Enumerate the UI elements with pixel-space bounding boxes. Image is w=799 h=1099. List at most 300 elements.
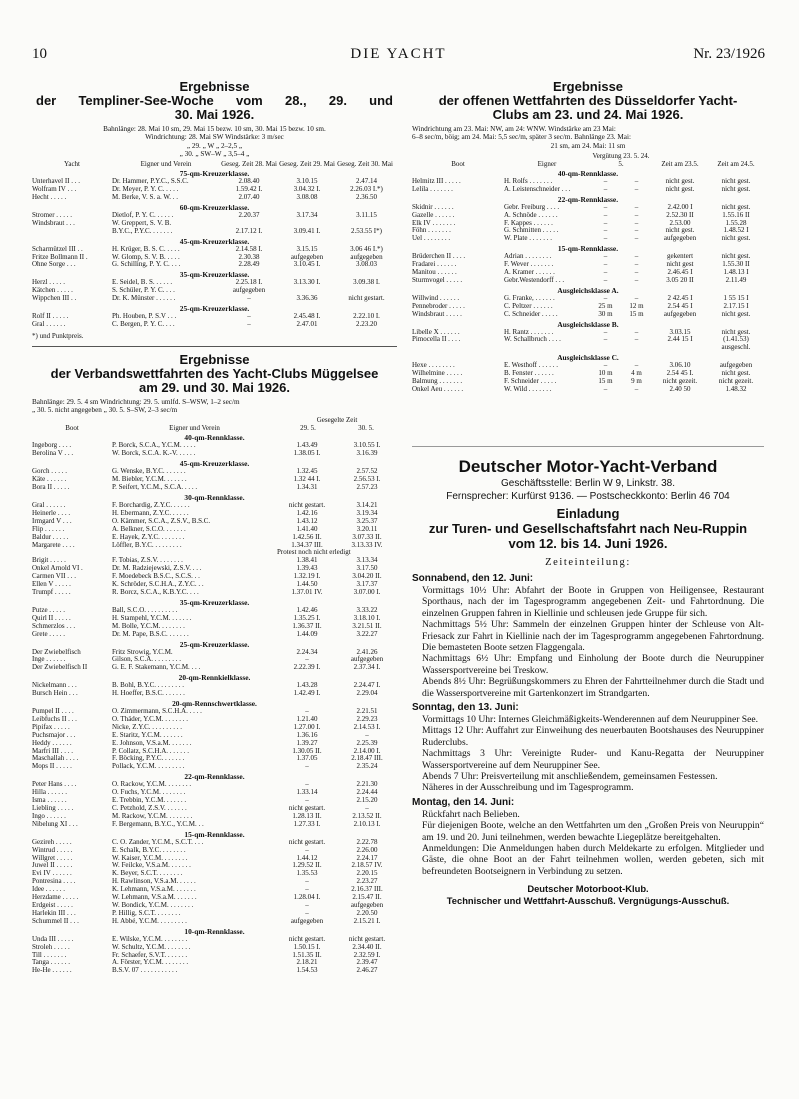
class-heading: 35-qm-Kreuzerklasse. bbox=[179, 597, 250, 607]
table-cell: Mops II . . . . . bbox=[32, 762, 72, 771]
table-cell: aufgegeben bbox=[232, 286, 266, 295]
table-row bbox=[32, 623, 397, 631]
table-cell: 3.07.00 I. bbox=[353, 587, 381, 596]
table-cell: 2.24.34 bbox=[296, 647, 318, 656]
mueggelsee-param: „ 30. 5. nicht angegeben „ 30. 5. S–SW, 2–3 sec/m bbox=[32, 406, 178, 415]
table-cell: 1.43.28 bbox=[296, 681, 318, 690]
col-28: Geseg. Zeit 28. Mai bbox=[221, 160, 277, 169]
table-cell: – bbox=[634, 226, 639, 235]
table-cell: Heddy . . . . . . bbox=[32, 738, 72, 747]
table-cell: C. Peltzer . . . . . . bbox=[504, 301, 553, 310]
table-cell: 2.35.24 bbox=[356, 762, 378, 771]
table-cell: 2.22.10 I. bbox=[353, 312, 380, 321]
table-row bbox=[32, 649, 397, 657]
table-cell: 3.13.30 I. bbox=[293, 278, 321, 287]
table-row bbox=[32, 862, 397, 870]
table-cell: Ball, S.C.O. . . . . . . . . . bbox=[112, 605, 178, 614]
duesseldorf-params bbox=[412, 125, 764, 150]
table-cell: – bbox=[603, 184, 608, 193]
table-cell: – bbox=[634, 260, 639, 269]
table-row bbox=[32, 631, 397, 639]
table-row bbox=[32, 573, 397, 581]
table-row bbox=[32, 565, 397, 573]
table-cell: 2.30.38 bbox=[238, 252, 260, 261]
table-row bbox=[412, 227, 764, 235]
table-cell: 2.15.47 II. bbox=[352, 893, 382, 902]
table-cell: Trumpf . . . . . bbox=[32, 587, 71, 596]
table-cell: G. Wenske, B.Y.C. . . . . . . bbox=[112, 467, 186, 476]
table-cell: O. Thäder, Y.C.M. . . . . . . . bbox=[112, 714, 189, 723]
class-heading: 45-qm-Kreuzerklasse. bbox=[179, 459, 250, 469]
mueggelsee-title-2: der Verbandswettfahrten des Yacht-Clubs Müggelsee bbox=[50, 365, 379, 381]
table-cell: Hilla . . . . . . bbox=[32, 788, 67, 797]
table-cell: A. Kramer . . . . . . bbox=[504, 268, 555, 277]
table-cell: 2.56.53 I. bbox=[353, 475, 381, 484]
table-cell: Irmgard V . . . bbox=[32, 516, 72, 525]
class-heading: 25-qm-Kreuzerklasse. bbox=[179, 639, 250, 649]
table-cell: 15 m bbox=[598, 377, 613, 386]
table-cell: 1.36.37 II. bbox=[292, 621, 322, 630]
table-cell: – bbox=[247, 319, 251, 328]
table-cell: 1.39.43 bbox=[296, 564, 318, 573]
table-row bbox=[32, 468, 397, 476]
table-cell: Pontresina . . . . bbox=[32, 877, 76, 886]
table-cell: 2.24.17 bbox=[356, 853, 378, 862]
table-cell: Protest noch nicht erledigt bbox=[277, 548, 351, 557]
schedule-item: Nachmittags 5½ Uhr: Sammeln der einzelnen Gruppen hinter der Schleuse von Alt-Friesack zur Fahrt in Kiellinie nach der im Tagesprogramm angegebenen Fahrtordnung. Die bemasteten Boote setzen Flaggengala. bbox=[422, 619, 764, 653]
table-cell: 2.20.50 bbox=[356, 908, 378, 917]
class-heading: Ausgleichsklasse C. bbox=[557, 353, 619, 363]
table-cell: Margarete . . . . bbox=[32, 540, 75, 549]
table-cell: Gral . . . . . . bbox=[32, 319, 66, 328]
table-cell: 2.53.55 I*) bbox=[351, 226, 382, 235]
table-row bbox=[32, 847, 397, 855]
col-23: Zeit am 23.5. bbox=[661, 159, 699, 168]
col-sailed-time bbox=[277, 416, 397, 432]
table-cell: 1.27.33 I. bbox=[293, 819, 321, 828]
table-cell: aufgegeben bbox=[290, 916, 324, 925]
table-row bbox=[32, 607, 397, 615]
table-cell: F. Böcking, P.Y.C. . . . . . . bbox=[112, 754, 185, 763]
table-cell: nicht gest. bbox=[721, 327, 751, 336]
table-cell: – bbox=[634, 327, 639, 336]
table-cell: aufgegeben bbox=[663, 309, 697, 318]
table-cell: 2.11.49 bbox=[725, 275, 747, 284]
table-cell: Carmen VII . . . bbox=[32, 572, 76, 581]
table-cell: Heinerle . . . . bbox=[32, 508, 71, 517]
templin-footnote: *) und Punktpreis. bbox=[32, 331, 84, 340]
schedule-item: Für diejenigen Boote, welche an den Wettfahrten um den „Großen Preis von Neuruppin“ am 19. und 20. Juni teilnehmen, werden bewachte Liegeplätze bereitgehalten. bbox=[422, 820, 764, 843]
table-cell: 3.08.03 bbox=[356, 260, 377, 269]
mueggelsee-title-3: am 29. und 30. Mai 1926. bbox=[138, 379, 291, 395]
table-cell: 3.04.20 II. bbox=[352, 572, 382, 581]
table-cell: – bbox=[634, 361, 639, 370]
table-cell: 1.35.53 bbox=[296, 869, 318, 878]
table-cell: – bbox=[603, 327, 608, 336]
table-cell: E. Trebbin, Y.C.M. . . . . . . bbox=[112, 796, 187, 805]
table-cell: 3.11.15 bbox=[356, 210, 377, 219]
table-cell: nicht gest. bbox=[721, 202, 751, 211]
table-cell: C. Bergen, P. Y. C. . . . bbox=[112, 319, 175, 328]
table-cell: – bbox=[247, 294, 251, 303]
table-cell: Unterhavel II . . . bbox=[32, 177, 81, 186]
class-heading: Ausgleichsklasse A. bbox=[557, 285, 619, 295]
class-heading: 40-qm-Rennklasse. bbox=[184, 433, 245, 443]
table-cell: nicht gest. bbox=[665, 176, 695, 185]
table-cell: Herzdame . . . . . bbox=[32, 893, 79, 902]
table-row bbox=[32, 821, 397, 829]
table-cell: 3.18.10 I. bbox=[353, 613, 381, 622]
table-cell: Bora II . . . . . bbox=[32, 483, 70, 492]
table-cell: B.S.V. 07 . . . . . . . . . . . bbox=[112, 966, 178, 975]
table-cell: Gebr.Westendorff . . . bbox=[504, 275, 565, 284]
table-cell: 25 m bbox=[598, 301, 613, 310]
table-row bbox=[32, 510, 397, 518]
table-cell: 2.52.30 II bbox=[666, 210, 694, 219]
table-cell: 2.47.01 bbox=[296, 319, 318, 328]
table-cell: Dr. Hammer, P.Y.C., S.S.C. bbox=[112, 177, 189, 186]
table-cell: 3.08.08 bbox=[296, 193, 318, 201]
table-row bbox=[32, 902, 397, 910]
table-cell: Baldur . . . . . bbox=[32, 532, 69, 541]
table-cell: Nickelmann . . . bbox=[32, 681, 77, 690]
table-cell: B. Fenster . . . . . . bbox=[504, 369, 554, 378]
mueggelsee-title-1: Ergebnisse bbox=[179, 351, 250, 367]
table-cell: 3.03.15 bbox=[669, 327, 691, 336]
table-cell: 1.39.27 bbox=[296, 738, 318, 747]
table-cell: 12 m bbox=[629, 301, 644, 310]
table-cell: Juwel II . . . . . bbox=[32, 861, 73, 870]
table-cell: 2.13.52 II. bbox=[352, 811, 382, 820]
table-cell: Ingo . . . . . . bbox=[32, 811, 66, 820]
table-cell bbox=[412, 344, 504, 352]
table-cell: Onkel Arnold VI . bbox=[32, 564, 83, 573]
table-cell: – bbox=[603, 210, 608, 219]
table-cell: Der Zwiebelfisch II bbox=[32, 663, 88, 672]
table-cell: Pollack, Y.C.M. . . . . . . . . bbox=[112, 762, 185, 771]
table-cell: Puchsmajor . . . bbox=[32, 730, 76, 739]
table-cell: 2.07.40 bbox=[238, 193, 260, 201]
table-row bbox=[32, 763, 397, 771]
table-cell: Sturmvogel . . . . . bbox=[412, 275, 463, 284]
table-cell: 3.19.34 bbox=[356, 508, 378, 517]
table-row bbox=[32, 518, 397, 526]
table-cell: aufgegeben bbox=[663, 234, 697, 243]
table-cell: Erdgeist . . . . . bbox=[32, 900, 73, 909]
col-owner: Eigner und Verein bbox=[169, 424, 220, 433]
table-cell: 1.37.01 IV. bbox=[291, 587, 323, 596]
table-cell: Willwind . . . . . . bbox=[412, 293, 460, 302]
col-boat: Boot bbox=[65, 424, 79, 433]
table-cell: 3.14.21 bbox=[356, 501, 378, 509]
table-cell bbox=[32, 228, 112, 236]
class-heading: 15-qm-Rennklasse. bbox=[184, 829, 245, 839]
page-number: 10 bbox=[32, 46, 47, 62]
table-cell: Käte . . . . . . bbox=[32, 475, 67, 484]
table-cell: C. Schneider . . . . . bbox=[504, 309, 558, 318]
templin-title-2: der Templiner-See-Woche vom 28., 29. und bbox=[36, 93, 393, 108]
duesseldorf-table bbox=[412, 169, 764, 394]
table-cell: Quirl II . . . . . bbox=[32, 613, 71, 622]
table-cell: H. Rolfs . . . . . . . bbox=[504, 176, 553, 185]
table-row bbox=[32, 894, 397, 902]
table-cell: 2.26.03 I.*) bbox=[350, 185, 383, 194]
table-row bbox=[412, 269, 764, 277]
table-cell: – bbox=[634, 176, 639, 185]
table-cell: Stromer . . . . . bbox=[32, 210, 73, 219]
table-cell: Helmitz III . . . . . bbox=[412, 176, 461, 185]
table-row bbox=[412, 370, 764, 378]
table-cell: – bbox=[603, 218, 608, 227]
table-cell: A. Schnöde . . . . . . bbox=[504, 210, 558, 219]
table-cell: – bbox=[603, 268, 608, 277]
table-cell: Wippchen III . . bbox=[32, 294, 77, 303]
table-cell: Grete . . . . . bbox=[32, 629, 66, 638]
schedule-item: Näheres in der Ausschreibung und im Tagesprogramm. bbox=[422, 782, 634, 794]
table-cell: H. Rantz . . . . . . . bbox=[504, 327, 554, 336]
table-row bbox=[32, 321, 397, 329]
table-row bbox=[32, 944, 397, 952]
table-cell: (1.41.53) bbox=[723, 335, 749, 344]
table-cell: Marfri III . . . . bbox=[32, 746, 74, 755]
table-cell: W. Greppert, S. V. B. bbox=[112, 218, 172, 227]
table-row bbox=[32, 502, 397, 510]
templin-param: „ 30. „ SW–W „ 3,5–4 „ bbox=[179, 149, 250, 158]
table-cell: B. Bohl, B.Y.C. . . . . . . . . bbox=[112, 681, 185, 690]
table-cell: 1.34.37 III. bbox=[291, 540, 323, 549]
table-cell: Berolina V . . . bbox=[32, 449, 74, 458]
table-cell: 1.37.05 bbox=[296, 754, 318, 763]
schedule-item: Vormittags 10½ Uhr: Abfahrt der Boote in Gruppen von Heiligensee, Restaurant Sporthaus, nach der im Tagesprogramm angegebenen Zeit- und Fahrtordnung. Die einzelnen Gruppen fahren in Kiellinie und schleusen jede Gruppe für sich. bbox=[422, 584, 764, 619]
table-cell: A. Belkner, S.C.O. . . . . . . bbox=[112, 524, 186, 533]
table-cell: aufgegeben bbox=[719, 361, 753, 370]
table-cell: 2.18.21 bbox=[296, 958, 318, 967]
table-cell: 2.14.58 I. bbox=[235, 244, 263, 253]
templin-param: Windrichtung: 28. Mai SW Windstärke: 3 m/sec bbox=[145, 133, 284, 142]
table-row bbox=[32, 228, 397, 236]
table-cell: – bbox=[603, 293, 608, 302]
table-cell: nicht gezeit. bbox=[662, 377, 698, 386]
table-cell: 2.45.48 I. bbox=[293, 312, 321, 321]
table-cell: – bbox=[603, 202, 608, 211]
table-row bbox=[32, 261, 397, 269]
table-cell: O. Kämmer, S.C.A., Z.S.V., B.S.C. bbox=[112, 516, 211, 525]
schedule-day: Sonnabend, den 12. Juni: bbox=[412, 572, 534, 584]
table-row bbox=[412, 344, 764, 352]
table-cell: 2.41.26 bbox=[356, 647, 378, 656]
table-row bbox=[32, 526, 397, 534]
table-cell: E. Staritz, Y.C.M. . . . . . . bbox=[112, 730, 183, 739]
table-cell: – bbox=[305, 900, 309, 909]
table-row bbox=[412, 235, 764, 243]
table-cell: Schmerzlos . . . bbox=[32, 621, 76, 630]
table-cell: aufgegeben bbox=[350, 252, 383, 261]
table-cell: nicht gest. bbox=[721, 252, 751, 261]
table-cell: Ohne Sorge . . . bbox=[32, 260, 76, 269]
table-cell: 9 m bbox=[631, 377, 642, 386]
table-cell: E. Schalk, B.Y.C. . . . . . . . bbox=[112, 845, 186, 854]
table-cell: 1.50.15 I. bbox=[293, 942, 321, 951]
table-cell: Der Zwiebelfisch bbox=[32, 647, 81, 656]
table-cell: H. Ebermann, Z.Y.C. . . . . . bbox=[112, 508, 189, 517]
table-cell: Dr. M. Radziejewski, Z.S.V. . . . bbox=[112, 564, 202, 573]
templin-title-1: Ergebnisse bbox=[179, 79, 250, 94]
table-cell: 3.09.38 I. bbox=[353, 278, 380, 287]
table-cell: Schummel II . . . bbox=[32, 916, 79, 925]
schedule-item: Nachmittags 3 Uhr: Vereinigte Ruder- und Kanu-Regatta der Neuruppiner Wassersportvereine auf dem Neuruppiner See. bbox=[422, 748, 764, 771]
table-cell: W. Borck, S.C.A. K.-V. . . . . . bbox=[112, 449, 196, 458]
table-row bbox=[32, 664, 397, 672]
table-cell: Nibelung XI . . . bbox=[32, 819, 78, 828]
table-row bbox=[32, 615, 397, 623]
signature bbox=[412, 883, 764, 907]
mueggelsee-params bbox=[32, 398, 397, 415]
table-cell: C. O. Zander, Y.C.M., S.C.T. . . . bbox=[112, 837, 204, 846]
table-cell: – bbox=[603, 252, 608, 261]
table-row bbox=[412, 212, 764, 220]
schedule-item: Anmeldungen: Die Anmeldungen haben durch Meldekarte zu erfolgen. Mitglieder und Gäste, die ohne Boot an der Fahrt teilnehmen wollen, werden gebeten, sich mit befreundeten Bootseignern in Verbindung zu setzen. bbox=[422, 843, 764, 877]
table-cell: Fradarei . . . . . . bbox=[412, 260, 457, 269]
table-cell: G. Franke, . . . . . . bbox=[504, 293, 555, 302]
table-cell: W. Plate . . . . . . . bbox=[504, 234, 552, 243]
table-cell: 2.18.47 III. bbox=[351, 754, 383, 763]
table-cell: F. Kappes . . . . . . bbox=[504, 218, 553, 227]
table-cell: Till . . . . . . . bbox=[32, 950, 67, 959]
table-cell: 1 55 15 I bbox=[723, 293, 749, 302]
table-cell: W. Schallbruch . . . . bbox=[504, 335, 561, 344]
table-cell: 3.10.15 bbox=[296, 177, 318, 186]
table-cell bbox=[590, 344, 621, 352]
table-cell: G. Schmitten . . . . . bbox=[504, 226, 559, 235]
table-cell: 2.14.00 I. bbox=[353, 746, 381, 755]
schedule-item: Abends 8½ Uhr: Begrüßungskommers zu Ehren der Fahrtteilnehmer durch die Stadt und die Wassersportvereine mit Gartenkonzert im Strandgarten. bbox=[422, 676, 764, 699]
table-cell: – bbox=[603, 234, 608, 243]
table-cell: O. Rackow, Y.C.M. . . . . . . . bbox=[112, 780, 192, 789]
table-cell: W. Glomp, S. V. B. . . . . bbox=[112, 252, 180, 261]
table-cell: 2.25.18 I. bbox=[235, 278, 263, 287]
table-cell: Nicke, Z.Y.C. . . . . . . . . . bbox=[112, 722, 183, 731]
table-cell: E. Johnson, V.S.a.M. . . . . . . bbox=[112, 738, 192, 747]
table-cell: E. Wilske, Y.C.M. . . . . . . . bbox=[112, 934, 188, 943]
table-cell: Scharmützel III . . bbox=[32, 244, 83, 253]
table-cell: F. Wever . . . . . . . bbox=[504, 260, 554, 269]
table-cell: nicht gest. bbox=[721, 176, 751, 185]
table-cell: W. Lehmann, V.S.a.M. . . . . . . bbox=[112, 893, 197, 902]
table-cell: 1.42.16 bbox=[296, 508, 318, 517]
table-cell: 3.16.39 bbox=[356, 449, 378, 458]
table-cell: A. Leistenschneider . . . bbox=[504, 184, 571, 193]
table-cell: 2.24.44 bbox=[356, 788, 378, 797]
table-cell: Gilson, S.C.A. . . . . . . . . bbox=[112, 655, 182, 664]
table-cell: Leibfuchs II . . . bbox=[32, 714, 77, 723]
table-cell: 2.28.49 bbox=[238, 260, 260, 269]
table-cell: Kätchen . . . . . bbox=[32, 286, 73, 295]
table-cell: nicht gestart. bbox=[348, 934, 386, 943]
col-29: Geseg. Zeit 29. Mai bbox=[279, 160, 335, 169]
table-cell: 2.37.34 I. bbox=[353, 663, 381, 672]
table-cell: 2.42.00 I bbox=[667, 202, 693, 211]
table-cell: 2.40 50 bbox=[669, 385, 691, 394]
table-cell: Dietlof, P. Y. C. . . . . . bbox=[112, 210, 174, 219]
table-row bbox=[32, 178, 397, 186]
table-cell: 2.23.20 bbox=[356, 319, 377, 328]
table-row bbox=[32, 220, 397, 228]
signature-club: Deutscher Motorboot-Klub. bbox=[527, 883, 649, 895]
table-row bbox=[32, 534, 397, 542]
table-row bbox=[412, 329, 764, 337]
table-cell: Liebling . . . . . bbox=[32, 804, 74, 812]
table-cell: 3.13.33 IV. bbox=[351, 540, 383, 549]
table-row bbox=[412, 386, 764, 394]
table-cell: – bbox=[305, 845, 309, 854]
table-cell: – bbox=[603, 226, 608, 235]
table-row bbox=[412, 186, 764, 194]
table-cell: – bbox=[365, 730, 369, 739]
table-cell: 15 m bbox=[629, 309, 644, 318]
table-row bbox=[32, 910, 397, 918]
table-cell: P. Collatz, S.C.H.A. . . . . . . bbox=[112, 746, 190, 755]
table-cell: Windsbraut . . . bbox=[32, 218, 75, 227]
table-cell: 1.38.41 bbox=[296, 556, 318, 565]
table-cell: M. Rackow, Y.C.M. . . . . . . . bbox=[112, 811, 193, 820]
table-cell: K. Lehmann, V.S.a.M. . . . . . . bbox=[112, 885, 196, 894]
table-cell: O. Fuchs, Y.C.M. . . . . . . . bbox=[112, 788, 186, 797]
table-cell: nicht gest. bbox=[721, 234, 751, 243]
table-cell: Uel . . . . . . . . bbox=[412, 234, 451, 243]
table-cell: M. Biebler, Y.C.M. . . . . . . bbox=[112, 475, 187, 484]
table-cell: Pipifax . . . . . bbox=[32, 722, 70, 731]
table-row bbox=[32, 936, 397, 944]
class-heading: 45-qm-Kreuzerklasse. bbox=[179, 236, 250, 246]
schedule-item: Nachmittags 6½ Uhr: Empfang und Einholung der Boote durch die Neuruppiner Wassersportvereine bei Treskow. bbox=[422, 653, 764, 676]
schedule-day: Sonntag, den 13. Juni: bbox=[412, 701, 519, 713]
dmv-contact: Fernsprecher: Kurfürst 9136. — Postscheckkonto: Berlin 46 704 bbox=[446, 490, 730, 502]
table-cell: G. E. F. Stakemann, Y.C.M. . . . bbox=[112, 663, 201, 672]
schedule-item: Abends 7 Uhr: Preisverteilung mit anschließendem, gemeinsamen Festessen. bbox=[422, 771, 718, 783]
table-row bbox=[32, 855, 397, 863]
table-cell: 2.20.15 bbox=[356, 869, 378, 878]
table-cell: 3.17.34 bbox=[296, 210, 318, 219]
table-cell: Hexe . . . . . . . . bbox=[412, 361, 455, 370]
table-cell: – bbox=[603, 361, 608, 370]
table-row bbox=[32, 716, 397, 724]
table-row bbox=[412, 178, 764, 186]
table-cell: Adrian . . . . . . . . bbox=[504, 252, 552, 261]
table-cell: W. Kaiser, Y.C.M. . . . . . . . bbox=[112, 853, 188, 862]
col-sailed-time-label: Gesegelte Zeit bbox=[316, 416, 358, 425]
table-cell: Löffler, B.Y.C. . . . . . . . . bbox=[112, 540, 182, 549]
class-heading: 20-qm-Rennschwertklasse. bbox=[172, 699, 257, 709]
class-heading: 40-qm-Rennklasse. bbox=[557, 168, 619, 178]
table-cell: 3.13.34 bbox=[356, 556, 378, 565]
table-cell: Idee . . . . . . bbox=[32, 885, 66, 894]
table-cell: 30 m bbox=[598, 309, 613, 318]
table-cell: Rolf II . . . . . bbox=[32, 312, 69, 321]
table-cell: Putze . . . . . bbox=[32, 605, 66, 614]
table-cell: Pimocella II . . . . bbox=[412, 335, 461, 344]
table-cell: Herzl . . . . . bbox=[32, 278, 66, 287]
class-heading: 20-qm-Rennkielklasse. bbox=[178, 673, 251, 683]
table-cell bbox=[652, 344, 708, 352]
table-cell: 1.34.31 bbox=[296, 483, 318, 492]
invitation-dates: vom 12. bis 14. Juni 1926. bbox=[508, 535, 668, 551]
table-cell: H. Hoeffer, B.S.C. . . . . . . bbox=[112, 689, 185, 698]
table-cell: 1.21.40 bbox=[296, 714, 318, 723]
table-cell: gekentert bbox=[666, 252, 694, 261]
table-cell: F. Tobias, Z.S.V. . . . . . . . bbox=[112, 556, 183, 565]
table-cell: nicht gest. bbox=[721, 184, 751, 193]
table-cell: 1.36.16 bbox=[296, 730, 318, 739]
